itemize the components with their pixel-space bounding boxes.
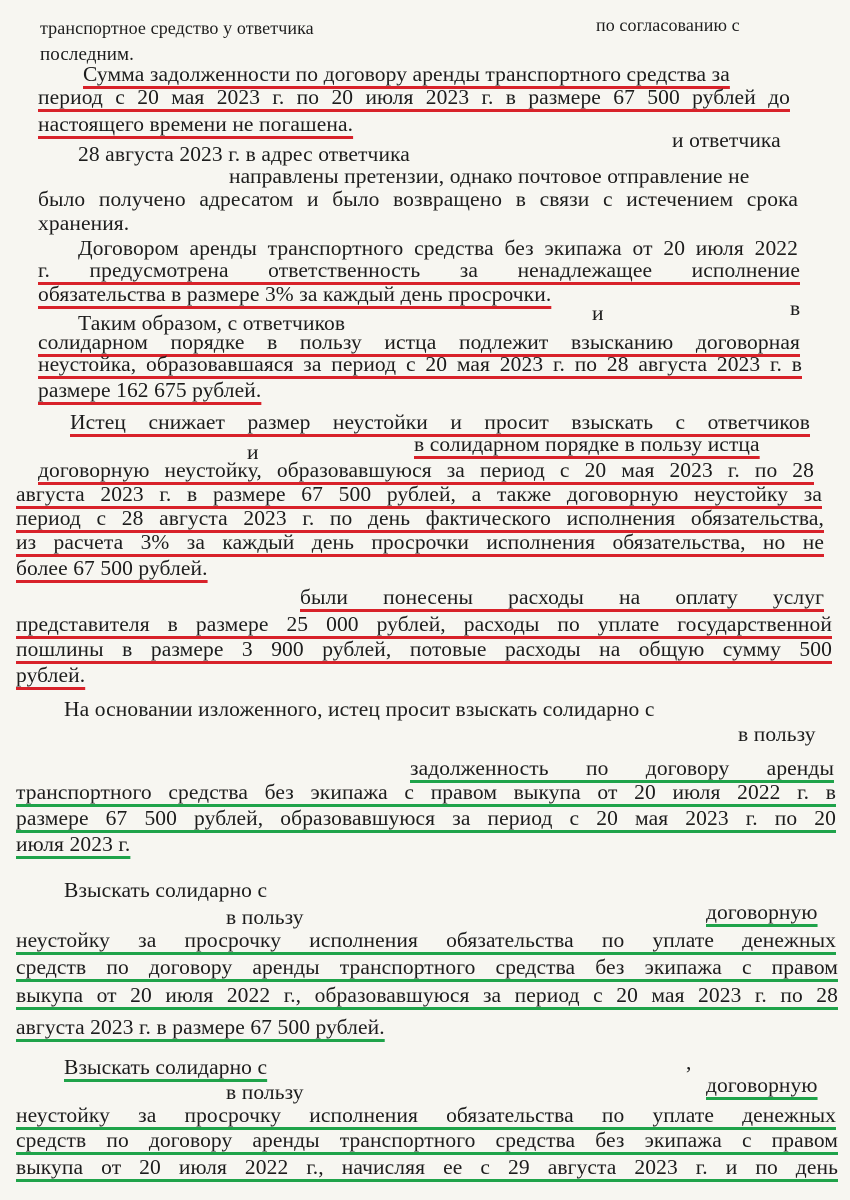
- text-line-highlighted-red: Истец снижает размер неустойки и просит взыскать с ответчиков: [70, 410, 810, 434]
- text-line: последним.: [40, 44, 135, 65]
- text-line-highlighted-red: августа 2023 г. в размере 67 500 рублей, а также договорную неустойку за: [16, 482, 822, 506]
- text-line-highlighted-green: задолженность по договору аренды: [410, 756, 834, 780]
- text-line-highlighted-red: были понесены расходы на оплату услуг: [300, 585, 824, 609]
- text-line: транспортное средство у ответчика: [40, 18, 314, 38]
- text-line-highlighted-red: настоящего времени не погашена.: [38, 112, 354, 136]
- text-line: хранения.: [38, 211, 130, 235]
- text-line-highlighted-green: договорную: [706, 900, 818, 924]
- text-line: ,: [686, 1050, 692, 1074]
- text-line-highlighted-green: неустойку за просрочку исполнения обязательства по уплате денежных: [16, 1103, 836, 1127]
- text-line: в пользу: [738, 722, 816, 746]
- text-line-highlighted-red: г. предусмотрена ответственность за ненадлежащее исполнение: [38, 258, 800, 282]
- text-line-highlighted-green: транспортного средства без экипажа с правом выкупа от 20 июля 2022 г. в: [16, 780, 836, 804]
- text-line-highlighted-red: период с 28 августа 2023 г. по день фактического исполнения обязательства,: [16, 506, 824, 530]
- text-line-highlighted-red: Сумма задолженности по договору аренды транспортного средства за: [83, 62, 730, 86]
- text-line: и: [247, 440, 259, 464]
- text-line-highlighted-red: представителя в размере 25 000 рублей, расходы по уплате государственной: [16, 612, 832, 636]
- text-line: Таким образом, с ответчиков: [78, 311, 346, 335]
- text-line-highlighted-red: неустойка, образовавшаяся за период с 20 мая 2023 г. по 28 августа 2023 г. в: [38, 352, 802, 376]
- text-line-highlighted-red: в солидарном порядке в пользу истца: [414, 432, 760, 456]
- text-line: На основании изложенного, истец просит взыскать солидарно с: [64, 697, 655, 721]
- text-line-highlighted-green: выкупа от 20 июля 2022 г., образовавшуюся за период с 20 мая 2023 г. по 28: [16, 983, 838, 1007]
- text-line: в пользу: [226, 1080, 304, 1104]
- text-line-highlighted-green: июля 2023 г.: [16, 832, 131, 856]
- text-line: по согласованию с: [596, 15, 740, 35]
- text-line-highlighted-red: солидарном порядке в пользу истца подлежит взысканию договорная: [38, 330, 800, 354]
- text-line: было получено адресатом и было возвращено в связи с истечением срока: [38, 187, 798, 211]
- text-line-highlighted-green: договорную: [706, 1073, 818, 1097]
- text-line-highlighted-red: из расчета 3% за каждый день просрочки исполнения обязательства, но не: [16, 530, 824, 554]
- text-line: и: [592, 301, 604, 325]
- text-line: в: [790, 296, 801, 320]
- text-line-highlighted-green: выкупа от 20 июля 2022 г., начисляя ее с 29 августа 2023 г. и по день: [16, 1155, 838, 1179]
- text-line-highlighted-green: средств по договору аренды транспортного средства без экипажа с правом: [16, 1128, 838, 1152]
- text-line-highlighted-red: договорную неустойку, образовавшуюся за период с 20 мая 2023 г. по 28: [38, 458, 814, 482]
- text-line: направлены претензии, однако почтовое отправление не: [229, 164, 750, 188]
- text-line-highlighted-green: августа 2023 г. в размере 67 500 рублей.: [16, 1015, 385, 1039]
- text-line-highlighted-green: неустойку за просрочку исполнения обязательства по уплате денежных: [16, 928, 836, 952]
- text-line: Договором аренды транспортного средства без экипажа от 20 июля 2022: [78, 236, 798, 260]
- text-line-highlighted-red: обязательства в размере 3% за каждый день просрочки.: [38, 282, 552, 306]
- text-line-highlighted-red: размере 162 675 рублей.: [38, 378, 262, 402]
- text-line: Взыскать солидарно с: [64, 878, 268, 902]
- text-line: и ответчика: [672, 128, 781, 152]
- text-line-highlighted-green: размере 67 500 рублей, образовавшуюся за период с 20 мая 2023 г. по 20: [16, 806, 836, 830]
- text-line: 28 августа 2023 г. в адрес ответчика: [78, 142, 410, 166]
- text-line-highlighted-green: Взыскать солидарно с: [64, 1055, 268, 1079]
- text-line: в пользу: [226, 905, 304, 929]
- text-line-highlighted-red: пошлины в размере 3 900 рублей, потовые расходы на общую сумму 500: [16, 637, 832, 661]
- text-line-highlighted-red: рублей.: [16, 663, 86, 687]
- text-line-highlighted-red: период с 20 мая 2023 г. по 20 июля 2023 г. в размере 67 500 рублей до: [38, 85, 790, 109]
- text-line-highlighted-red: более 67 500 рублей.: [16, 556, 208, 580]
- text-line-highlighted-green: средств по договору аренды транспортного средства без экипажа с правом: [16, 955, 838, 979]
